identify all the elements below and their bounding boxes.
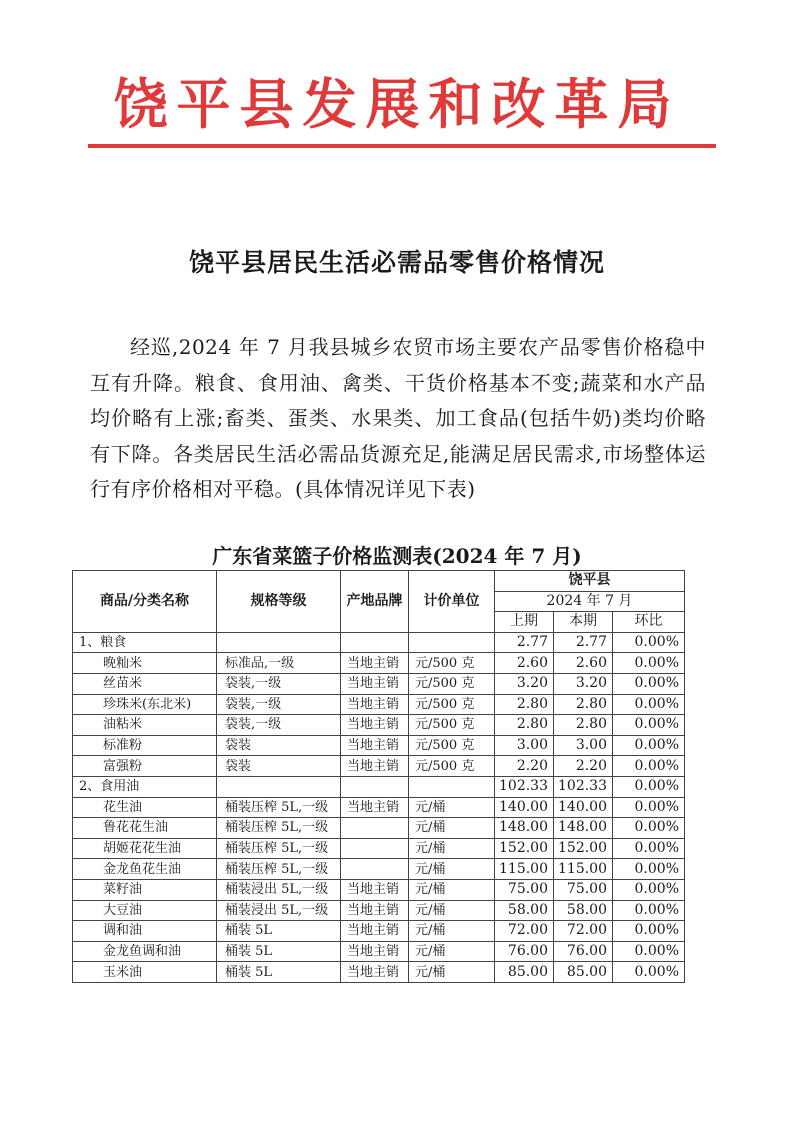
cell-brand [341,859,409,880]
cell-brand [341,632,409,653]
price-table [72,570,685,983]
cell-brand: 当地主销 [341,735,409,756]
cell-mom: 0.00% [613,921,685,942]
cell-prev: 72.00 [495,921,554,942]
cell-spec: 袋装,一级 [217,673,341,694]
cell-spec: 桶装浸出 5L,一级 [217,879,341,900]
header-period: 2024 年 7 月 [495,591,685,612]
cell-brand: 当地主销 [341,673,409,694]
price-table-body [73,632,685,982]
cell-mom: 0.00% [613,962,685,983]
table-row [73,735,685,756]
cell-prev: 2.60 [495,653,554,674]
table-row [73,962,685,983]
cell-spec: 袋装 [217,735,341,756]
cell-spec: 袋装 [217,756,341,777]
cell-spec [217,632,341,653]
cell-prev: 75.00 [495,879,554,900]
cell-mom: 0.00% [613,818,685,839]
cell-brand: 当地主销 [341,962,409,983]
table-row [73,673,685,694]
cell-spec: 桶装浸出 5L,一级 [217,900,341,921]
cell-brand: 当地主销 [341,715,409,736]
cell-spec: 桶装压榨 5L,一级 [217,818,341,839]
cell-mom: 0.00% [613,735,685,756]
cell-curr: 2.80 [554,694,613,715]
cell-name: 调和油 [73,921,217,942]
cell-brand: 当地主销 [341,921,409,942]
cell-mom: 0.00% [613,900,685,921]
cell-curr: 72.00 [554,921,613,942]
cell-unit: 元/500 克 [409,673,495,694]
header-prev: 上期 [495,612,554,633]
cell-spec: 桶装 5L [217,941,341,962]
cell-prev: 115.00 [495,859,554,880]
cell-brand: 当地主销 [341,694,409,715]
cell-unit: 元/桶 [409,818,495,839]
cell-curr: 2.60 [554,653,613,674]
cell-name: 玉米油 [73,962,217,983]
cell-name: 标准粉 [73,735,217,756]
cell-name: 金龙鱼花生油 [73,859,217,880]
cell-mom: 0.00% [613,715,685,736]
cell-spec: 桶装 5L [217,921,341,942]
cell-unit: 元/500 克 [409,694,495,715]
cell-unit: 元/桶 [409,921,495,942]
cell-name: 富强粉 [73,756,217,777]
cell-prev: 2.77 [495,632,554,653]
cell-spec: 袋装,一级 [217,694,341,715]
cell-brand: 当地主销 [341,900,409,921]
cell-brand: 当地主销 [341,653,409,674]
category-row [73,776,685,797]
cell-unit: 元/桶 [409,879,495,900]
table-title: 广东省菜篮子价格监测表(2024 年 7 月) [212,544,582,568]
cell-unit: 元/桶 [409,941,495,962]
cell-prev: 58.00 [495,900,554,921]
cell-unit [409,776,495,797]
cell-prev: 3.20 [495,673,554,694]
cell-prev: 140.00 [495,797,554,818]
cell-curr: 85.00 [554,962,613,983]
cell-name: 金龙鱼调和油 [73,941,217,962]
cell-name: 大豆油 [73,900,217,921]
cell-unit: 元/桶 [409,797,495,818]
cell-curr: 102.33 [554,776,613,797]
table-row [73,941,685,962]
cell-brand: 当地主销 [341,797,409,818]
cell-prev: 102.33 [495,776,554,797]
cell-prev: 2.20 [495,756,554,777]
cell-brand [341,838,409,859]
cell-curr: 2.77 [554,632,613,653]
cell-spec: 桶装压榨 5L,一级 [217,859,341,880]
table-row [73,818,685,839]
cell-mom: 0.00% [613,632,685,653]
header-name: 商品/分类名称 [73,571,217,633]
cell-name: 珍珠米(东北米) [73,694,217,715]
cell-curr: 58.00 [554,900,613,921]
table-row [73,653,685,674]
cell-prev: 2.80 [495,694,554,715]
cell-spec [217,776,341,797]
cell-name: 菜籽油 [73,879,217,900]
table-row [73,859,685,880]
cell-mom: 0.00% [613,694,685,715]
cell-curr: 148.00 [554,818,613,839]
header-region: 饶平县 [495,571,685,592]
table-row [73,921,685,942]
cell-mom: 0.00% [613,673,685,694]
masthead-red-rule [88,144,716,148]
cell-mom: 0.00% [613,776,685,797]
cell-mom: 0.00% [613,879,685,900]
cell-name: 丝苗米 [73,673,217,694]
header-curr: 本期 [554,612,613,633]
cell-prev: 76.00 [495,941,554,962]
cell-curr: 2.80 [554,715,613,736]
cell-brand: 当地主销 [341,941,409,962]
cell-unit: 元/500 克 [409,715,495,736]
cell-name: 鲁花花生油 [73,818,217,839]
cell-prev: 152.00 [495,838,554,859]
cell-unit [409,632,495,653]
cell-unit: 元/500 克 [409,653,495,674]
cell-unit: 元/500 克 [409,756,495,777]
cell-prev: 3.00 [495,735,554,756]
cell-name: 2、食用油 [73,776,217,797]
table-row [73,715,685,736]
cell-mom: 0.00% [613,838,685,859]
header-brand: 产地品牌 [341,571,409,633]
cell-curr: 140.00 [554,797,613,818]
cell-curr: 2.20 [554,756,613,777]
cell-curr: 115.00 [554,859,613,880]
cell-name: 1、粮食 [73,632,217,653]
table-row [73,900,685,921]
cell-brand: 当地主销 [341,756,409,777]
cell-name: 胡姬花花生油 [73,838,217,859]
cell-spec: 桶装压榨 5L,一级 [217,838,341,859]
cell-curr: 152.00 [554,838,613,859]
header-mom: 环比 [613,612,685,633]
masthead-title: 饶平县发展和改革局 [113,72,681,136]
document-title: 饶平县居民生活必需品零售价格情况 [188,248,605,277]
cell-mom: 0.00% [613,941,685,962]
cell-brand [341,776,409,797]
cell-curr: 3.00 [554,735,613,756]
table-row [73,879,685,900]
table-row [73,838,685,859]
cell-unit: 元/桶 [409,962,495,983]
cell-spec: 袋装,一级 [217,715,341,736]
cell-mom: 0.00% [613,756,685,777]
cell-unit: 元/桶 [409,838,495,859]
cell-curr: 3.20 [554,673,613,694]
table-row [73,756,685,777]
header-unit: 计价单位 [409,571,495,633]
cell-prev: 2.80 [495,715,554,736]
cell-name: 油粘米 [73,715,217,736]
cell-brand: 当地主销 [341,879,409,900]
cell-prev: 85.00 [495,962,554,983]
cell-mom: 0.00% [613,797,685,818]
header-spec: 规格等级 [217,571,341,633]
cell-curr: 75.00 [554,879,613,900]
cell-unit: 元/500 克 [409,735,495,756]
cell-spec: 标准品,一级 [217,653,341,674]
cell-spec: 桶装压榨 5L,一级 [217,797,341,818]
category-row [73,632,685,653]
table-row [73,797,685,818]
body-paragraph: 经巡,2024 年 7 月我县城乡农贸市场主要农产品零售价格稳中互有升降。粮食、食用油、禽类、干货价格基本不变;蔬菜和水产品均价略有上涨;畜类、蛋类、水果类、加工食品(包括牛奶)类均价略有下降。各类居民生活必需品货源充足,能满足居民需求,市场整体运行有序价格相对平稳。(具体情况详见下表) [90,335,706,501]
cell-name: 晚籼米 [73,653,217,674]
cell-mom: 0.00% [613,653,685,674]
cell-unit: 元/桶 [409,859,495,880]
cell-name: 花生油 [73,797,217,818]
cell-curr: 76.00 [554,941,613,962]
table-row [73,694,685,715]
price-table-header [73,571,685,633]
cell-spec: 桶装 5L [217,962,341,983]
cell-unit: 元/桶 [409,900,495,921]
cell-mom: 0.00% [613,859,685,880]
cell-prev: 148.00 [495,818,554,839]
cell-brand [341,818,409,839]
